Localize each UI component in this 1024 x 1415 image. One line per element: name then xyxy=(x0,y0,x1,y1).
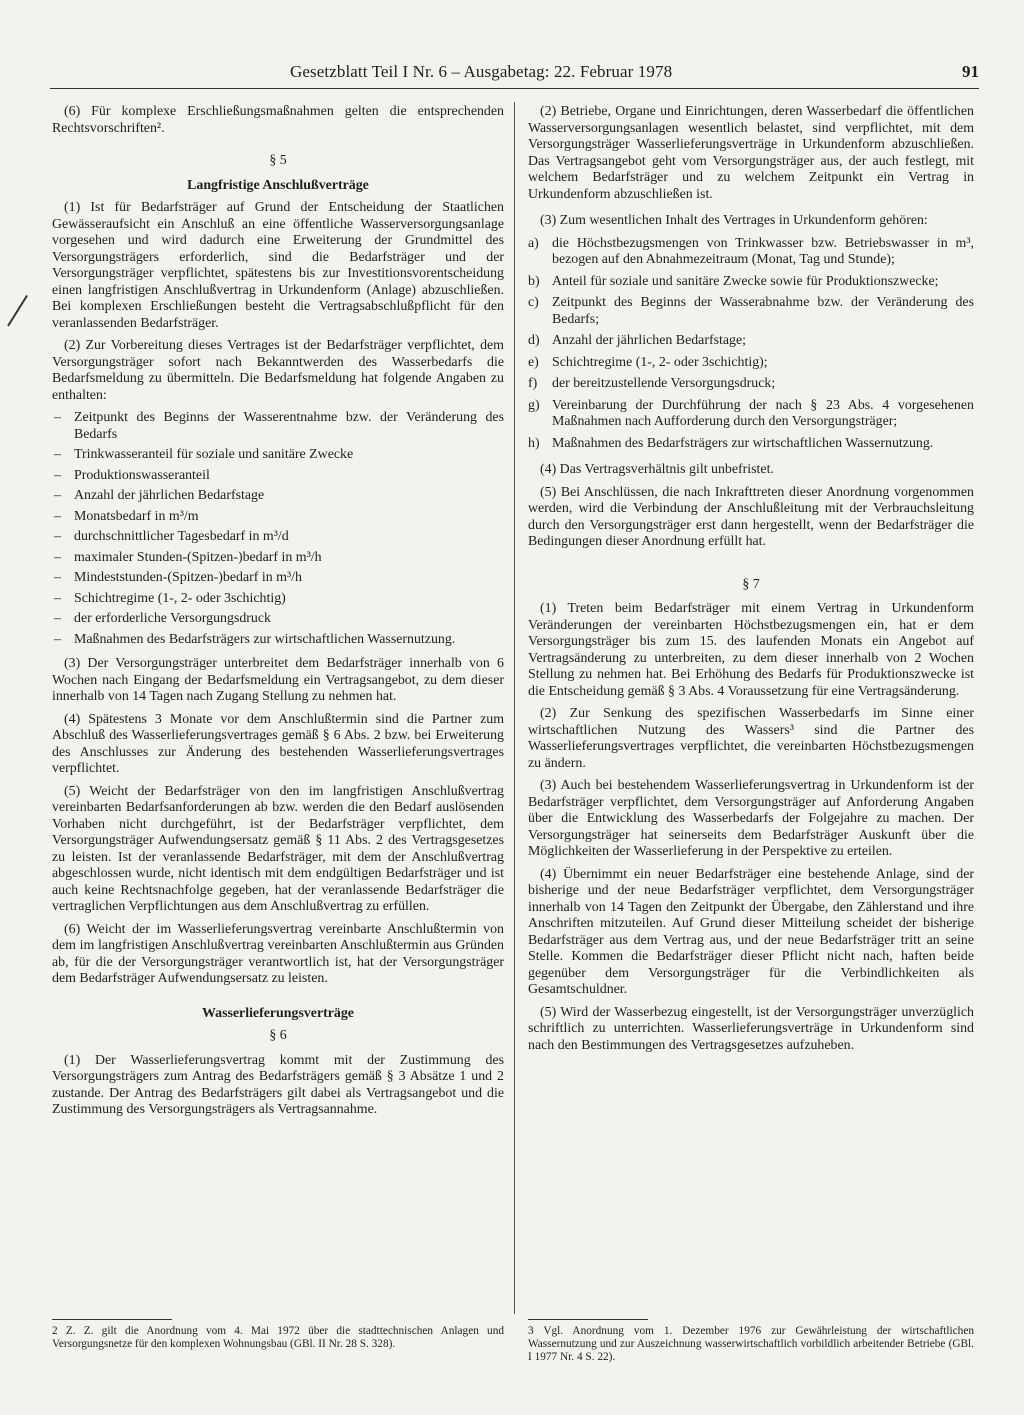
page-number: 91 xyxy=(962,62,979,81)
section-heading: Wasserlieferungsverträge xyxy=(202,1005,354,1021)
section-number: § 6 xyxy=(269,1028,287,1043)
section-heading: Langfristige Anschlußverträge xyxy=(187,177,369,193)
item-text: Maßnahmen des Bedarfsträgers zur wirtschaftlichen Wassernutzung. xyxy=(552,435,934,451)
list-item: – Anzahl der jährlichen Bedarfstage xyxy=(52,488,504,505)
page-header xyxy=(50,62,979,89)
item-text: Anzahl der jährlichen Bedarfstage; xyxy=(552,333,746,348)
footnote-rule xyxy=(528,1319,648,1320)
item-text: Vereinbarung der Durchführung der nach § 23 Abs. 4 vorgesehenen Maßnahmen nach Aufforderung durch den Versorgungsträger; xyxy=(552,397,974,429)
list-item: – Maßnahmen des Bedarfsträgers zur wirtschaftlichen Wassernutzung. xyxy=(52,632,504,649)
footnote-rule xyxy=(52,1319,172,1320)
list-item: – Schichtregime (1-, 2- oder 3schichtig) xyxy=(52,591,504,608)
paragraph: (3) Der Versorgungsträger unterbreitet dem Bedarfsträger innerhalb von 6 Wochen nach Eingang der Bedarfsmeldung ein Vertragsangebot, zu dem dieser innerhalb von 14 Tagen nach Zugang Stellung zu nehmen hat. xyxy=(52,656,504,704)
right-column xyxy=(528,104,974,1060)
paragraph: (4) Übernimmt ein neuer Bedarfsträger eine bestehende Anlage, sind der bisherige und der neue Bedarfsträger verpflichtet, dem Versorgungsträger innerhalb von 14 Tagen den Zeitpunkt der Übergabe, den Zählerstand und ihre Anschriften mitzuteilen. Auf Grund dieser Mitteilung scheidet der bisherige Bedarfsträger aus dem Vertrag aus, und der neue Bedarfsträger tritt an seine Stelle. Kommen die Bedarfsträger dieser Pflicht nicht nach, haften beide gegenüber dem Versorgungsträger für die Verbindlichkeiten als Gesamtschuldner. xyxy=(528,866,974,997)
section-number: § 5 xyxy=(269,153,287,168)
paragraph: (1) Der Wasserlieferungsvertrag kommt mit der Zustimmung des Versorgungsträgers zum Antrag des Bedarfsträgers gemäß § 3 Absätze 1 und 2 zustande. Der Antrag des Bedarfsträgers gilt dabei als Vertragsangebot und die Zustimmung des Versorgungsträgers als Vertragsannahme. xyxy=(52,1052,504,1117)
paragraph: (6) Für komplexe Erschließungsmaßnahmen gelten die entsprechenden Rechtsvorschriften². xyxy=(52,104,504,136)
left-column xyxy=(52,104,504,1125)
footnote: 2 Z. Z. gilt die Anordnung vom 4. Mai 1972 über die stadttechnischen Anlagen und Versorgungsnetze für den komplexen Wohnungsbau (GBl. II Nr. 28 S. 328). xyxy=(52,1325,504,1350)
item-letter: c) xyxy=(528,295,539,310)
item-letter: e) xyxy=(528,354,539,370)
footnote: 3 Vgl. Anordnung vom 1. Dezember 1976 zur Gewährleistung der wirtschaftlichen Wassernutzung und zur Auszeichnung wasserwirtschaftlich vorbildlich arbeitender Betriebe (GBl. I 1977 Nr. 4 S. 22). xyxy=(528,1325,974,1363)
list-item xyxy=(528,333,974,350)
list-item xyxy=(528,376,974,393)
item-text: Schichtregime (1-, 2- oder 3schichtig); xyxy=(552,354,768,370)
column-divider xyxy=(514,102,515,1314)
list-item: – Monatsbedarf in m³/m xyxy=(52,509,504,526)
list-item: – maximaler Stunden-(Spitzen-)bedarf in m³/h xyxy=(52,550,504,567)
paragraph: (1) Ist für Bedarfsträger auf Grund der Entscheidung der Staatlichen Gewässeraufsicht ein Anschluß an eine öffentliche Wasserversorgungsanlage vorgesehen und wird dadurch eine Erweiterung der Grundmittel des Versorgungsträgers erforderlich, sind die Bedarfsträger und der Versorgungsträger verpflichtet, spätestens bis zur Investitionsvorentscheidung einen langfristigen Anschlußvertrag in Urkundenform (Anlage) abzuschließen. Bei komplexen Erschließungen besteht die Vertragsabschlußpflicht für den veranlassenden Bedarfsträger. xyxy=(52,200,504,331)
list-item xyxy=(528,355,974,372)
list-item xyxy=(528,436,974,453)
paragraph: (5) Wird der Wasserbezug eingestellt, ist der Versorgungsträger unverzüglich schriftlich zu unterrichten. Wasserlieferungsverträge in Urkundenform sind nach den Bestimmungen des Vertragsgesetzes aufzuheben. xyxy=(528,1004,974,1053)
paragraph: (5) Weicht der Bedarfsträger von den im langfristigen Anschlußvertrag vereinbarten Bedarfsanforderungen ab bzw. werden die den Bedarf auslösenden Vorhaben nicht durchgeführt, ist der Bedarfsträger verpflichtet, dem Versorgungsträger Aufwendungsersatz gemäß § 11 Abs. 2 des Vertragsgesetzes zu leisten. Ist der veranlassende Bedarfsträger, mit dem der Anschlußvertrag abgeschlossen wurde, nicht identisch mit dem endgültigen Bedarfsträger und ist auch keine Rechtsnachfolge gegeben, hat der veranlassende Bedarfsträger die vertraglichen Verpflichtungen aus dem Anschlußvertrag zu erfüllen. xyxy=(52,783,504,914)
list-item: – durchschnittlicher Tagesbedarf in m³/d xyxy=(52,529,504,546)
list-item xyxy=(528,274,974,291)
item-letter: g) xyxy=(528,397,540,413)
item-text: die Höchstbezugsmengen von Trinkwasser bzw. Betriebswasser in m³, bezogen auf den Abnahmezeitraum (Monat, Tag und Stunde); xyxy=(552,235,974,267)
list-item xyxy=(528,295,974,328)
section-number: § 7 xyxy=(742,576,760,592)
paragraph: (4) Spätestens 3 Monate vor dem Anschlußtermin sind die Partner zum Abschluß des Wasserlieferungsvertrages gemäß § 6 Abs. 2 bzw. bei Erweiterung des Anschlusses zur Änderung des bestehenden Wasserlieferungsvertrages verpflichtet. xyxy=(52,711,504,776)
paragraph: (3) Zum wesentlichen Inhalt des Vertrages in Urkundenform gehören: xyxy=(540,213,928,228)
dash-list xyxy=(52,410,504,648)
item-text: Zeitpunkt des Beginns der Wasserabnahme bzw. der Veränderung des Bedarfs; xyxy=(552,295,974,327)
item-letter: f) xyxy=(528,376,538,391)
running-title: Gesetzblatt Teil I Nr. 6 – Ausgabetag: 22. Februar 1978 xyxy=(290,62,673,81)
list-item xyxy=(528,398,974,431)
item-text: Anteil für soziale und sanitäre Zwecke sowie für Produktionszwecke; xyxy=(552,273,939,289)
list-item: – Zeitpunkt des Beginns der Wasserentnahme bzw. der Veränderung des Bedarfs xyxy=(52,410,504,443)
paragraph: (2) Zur Vorbereitung dieses Vertrages ist der Bedarfsträger verpflichtet, dem Versorgungsträger sofort nach Bekanntwerden des Wasserbedarfs die Bedarfsmeldung zu übermitteln. Die Bedarfsmeldung hat folgende Angaben zu enthalten: xyxy=(52,338,504,403)
item-letter: b) xyxy=(528,273,540,289)
list-item: – Produktionswasseranteil xyxy=(52,468,504,485)
list-item xyxy=(528,236,974,269)
paragraph: (3) Auch bei bestehendem Wasserlieferungsvertrag in Urkundenform ist der Bedarfsträger verpflichtet, dem Versorgungsträger auf Anforderung Angaben über die Entwicklung des Wasserbedarfs der Folgejahre zu machen. Der Versorgungsträger hat seinerseits dem Bedarfsträger Auskunft über die Möglichkeiten der Wasserlieferung in der Perspektive zu erteilen. xyxy=(528,778,974,859)
margin-pencil-mark xyxy=(7,295,28,327)
paragraph: (5) Bei Anschlüssen, die nach Inkrafttreten dieser Anordnung vorgenommen werden, wird die Verbindung der Anschlußleitung mit der Verbrauchsleitung durch den Versorgungsträger erst dann hergestellt, wenn der Bedarfsträger die Bedingungen dieser Anordnung erfüllt hat. xyxy=(528,484,974,549)
paragraph: (2) Zur Senkung des spezifischen Wasserbedarfs im Sinne einer wirtschaftlichen Nutzung des Wassers³ sind die Partner des Wasserlieferungsvertrages verpflichtet, die vereinbarten Höchstbezugsmengen zu ändern. xyxy=(528,706,974,771)
lettered-list xyxy=(528,236,974,453)
item-letter: a) xyxy=(528,235,539,251)
list-item: – Trinkwasseranteil für soziale und sanitäre Zwecke xyxy=(52,447,504,464)
paragraph: (2) Betriebe, Organe und Einrichtungen, deren Wasserbedarf die öffentlichen Wasserversorgungsanlagen wesentlich belastet, sind verpflichtet, mit dem Versorgungsträger Wasserlieferungsverträge in Urkundenform abzuschließen. Das Vertragsangebot geht vom Versorgungsträger aus, der auch festlegt, mit welchem Bedarfsträger und zu welchem Zeitpunkt ein Vertrag in Urkundenform abzuschließen ist. xyxy=(528,104,974,202)
list-item: – der erforderliche Versorgungsdruck xyxy=(52,611,504,628)
item-text: der bereitzustellende Versorgungsdruck; xyxy=(552,376,776,391)
item-letter: h) xyxy=(528,435,540,451)
paragraph: (1) Treten beim Bedarfsträger mit einem Vertrag in Urkundenform Veränderungen der vereinbarten Höchstbezugsmengen ein, hat er dem Versorgungsträger bis zum 15. des laufenden Monats ein Angebot auf Vertragsänderung zu unterbreiten, zu dem dieser innerhalb von 2 Wochen Stellung zu nehmen hat. Bei Erhöhung des Bedarfs für Produktionszwecke ist die Entscheidung gemäß § 3 Abs. 4 Voraussetzung für eine Vertragsänderung. xyxy=(528,601,974,699)
paragraph: (6) Weicht der im Wasserlieferungsvertrag vereinbarte Anschlußtermin von dem im langfristigen Anschlußvertrag vereinbarten Anschlußtermin aus Gründen ab, für die der Versorgungsträger verantwortlich ist, hat der Versorgungsträger dem Bedarfsträger Aufwendungsersatz zu leisten. xyxy=(52,921,504,986)
list-item: – Mindeststunden-(Spitzen-)bedarf in m³/h xyxy=(52,570,504,587)
item-letter: d) xyxy=(528,333,540,348)
paragraph: (4) Das Vertragsverhältnis gilt unbefristet. xyxy=(540,462,774,477)
